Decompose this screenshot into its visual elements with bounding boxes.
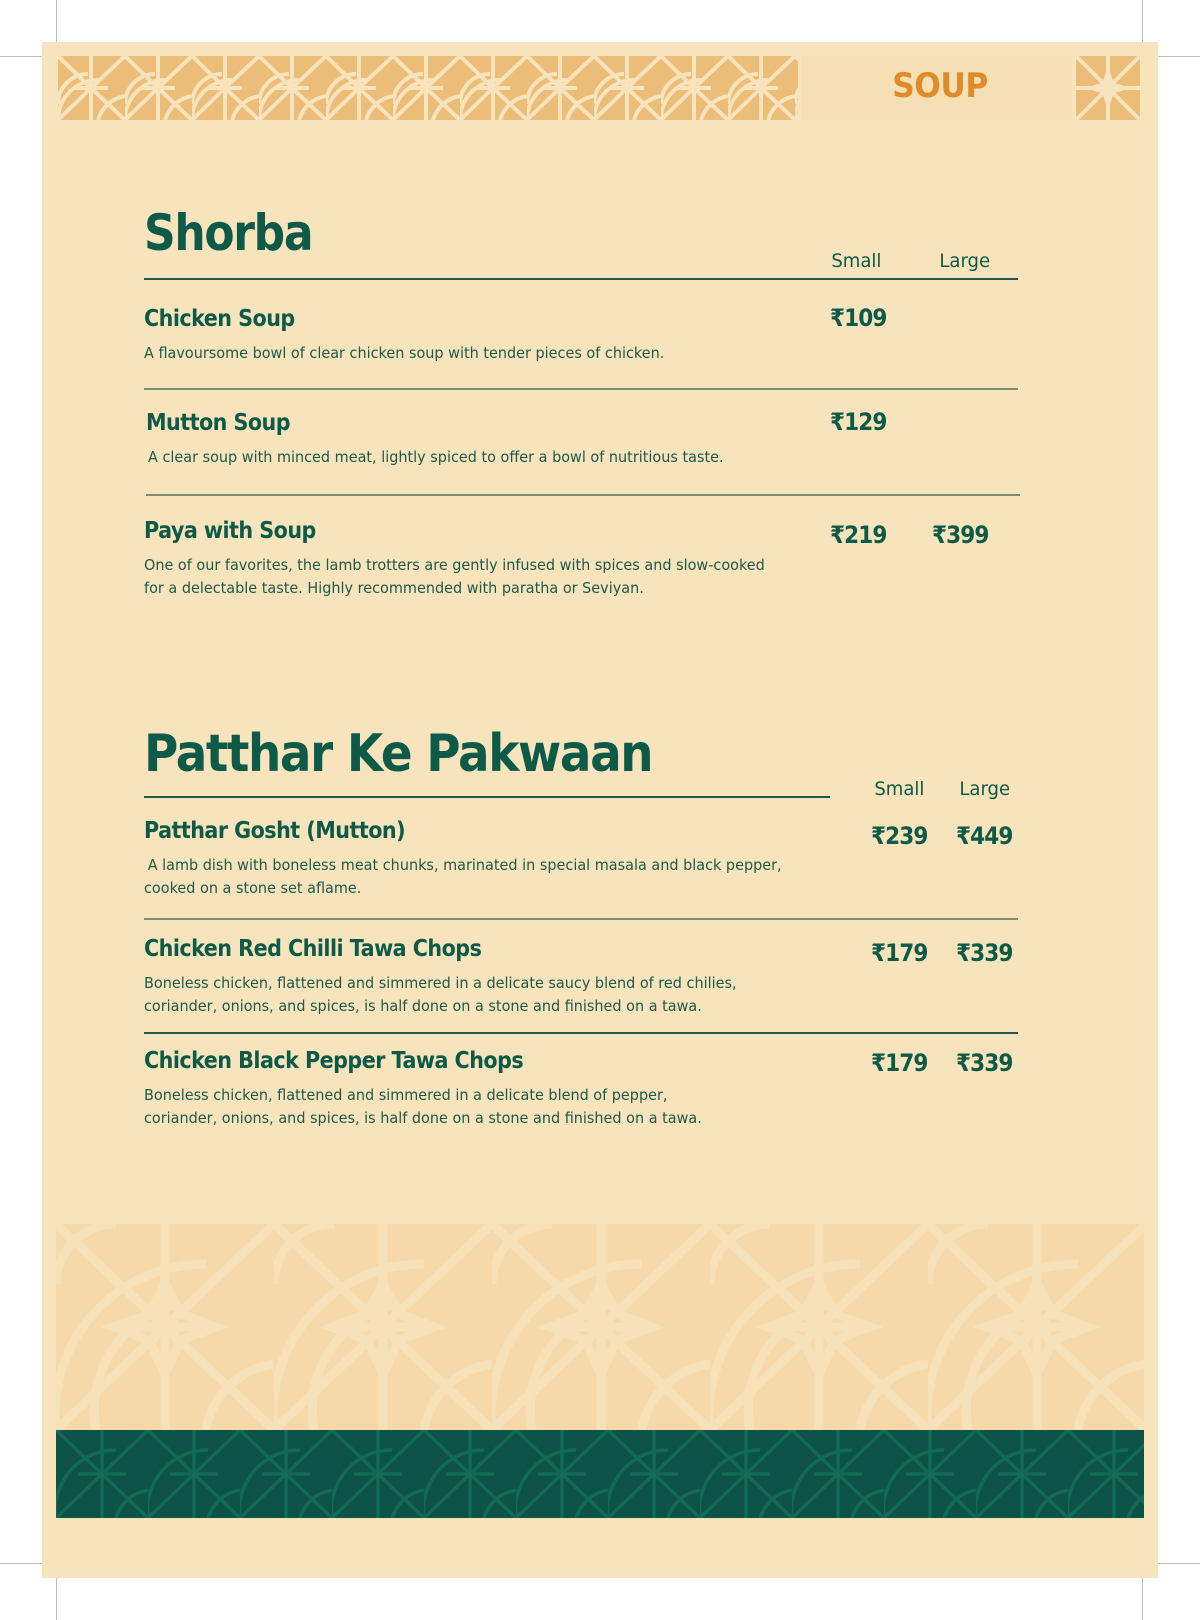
header-pattern-band — [58, 56, 798, 120]
section-title-patthar-ke-pakwaan: Patthar Ke Pakwaan — [144, 724, 653, 784]
item-description: A clear soup with minced meat, lightly spiced to offer a bowl of nutritious taste. — [148, 448, 724, 466]
item-name: Paya with Soup — [144, 518, 316, 544]
lattice-pattern-icon — [56, 1430, 1144, 1518]
item-divider — [144, 388, 1018, 390]
item-description-line: for a delectable taste. Highly recommended with paratha or Seviyan. — [144, 579, 644, 597]
star-pattern-icon — [1076, 56, 1140, 120]
price-small: ₹109 — [830, 304, 887, 332]
price-small: ₹179 — [871, 939, 928, 967]
footer-pattern-band — [56, 1224, 1144, 1430]
price-small: ₹239 — [871, 822, 928, 850]
price-large: ₹399 — [932, 521, 989, 549]
column-header-large: Large — [939, 250, 991, 272]
menu-page — [42, 42, 1158, 1578]
section-divider — [144, 278, 1018, 280]
lattice-pattern-icon — [58, 56, 798, 120]
section-divider — [144, 796, 830, 798]
item-name: Mutton Soup — [146, 410, 291, 436]
header-pattern-tile — [1076, 56, 1140, 120]
item-description-line: Boneless chicken, flattened and simmered in a delicate saucy blend of red chilies, — [144, 974, 737, 992]
price-small: ₹219 — [830, 521, 887, 549]
item-name: Chicken Red Chilli Tawa Chops — [144, 936, 482, 962]
item-divider — [144, 918, 1018, 920]
price-large: ₹339 — [956, 1049, 1013, 1077]
item-description — [144, 854, 851, 900]
item-divider — [144, 1032, 1018, 1034]
item-name: Patthar Gosht (Mutton) — [144, 818, 405, 844]
item-description-line: Boneless chicken, flattened and simmered in a delicate blend of pepper, — [144, 1086, 668, 1104]
price-large: ₹339 — [956, 939, 1013, 967]
item-description-line: A lamb dish with boneless meat chunks, marinated in special masala and black pepper, — [147, 856, 782, 874]
item-name: Chicken Soup — [144, 306, 295, 332]
section-tag: SOUP — [892, 66, 988, 106]
footer-green-band — [56, 1430, 1144, 1518]
section-title-shorba: Shorba — [144, 204, 313, 262]
price-large: ₹449 — [956, 822, 1013, 850]
price-small: ₹179 — [871, 1049, 928, 1077]
price-small: ₹129 — [830, 408, 887, 436]
item-description — [144, 1084, 851, 1130]
item-description-line: coriander, onions, and spices, is half done on a stone and finished on a tawa. — [144, 997, 702, 1015]
column-header-small: Small — [831, 250, 882, 272]
column-header-small: Small — [874, 778, 925, 800]
item-description-line: One of our favorites, the lamb trotters are gently infused with spices and slow-cooked — [144, 556, 765, 574]
item-name: Chicken Black Pepper Tawa Chops — [144, 1048, 524, 1074]
item-description — [144, 554, 851, 600]
item-description-line: coriander, onions, and spices, is half done on a stone and finished on a tawa. — [144, 1109, 702, 1127]
item-divider — [146, 494, 1020, 496]
item-description — [144, 972, 851, 1018]
item-description-line: cooked on a stone set aflame. — [144, 879, 362, 897]
lattice-pattern-icon — [56, 1224, 1144, 1430]
column-header-large: Large — [959, 778, 1011, 800]
item-description: A flavoursome bowl of clear chicken soup with tender pieces of chicken. — [144, 344, 665, 362]
